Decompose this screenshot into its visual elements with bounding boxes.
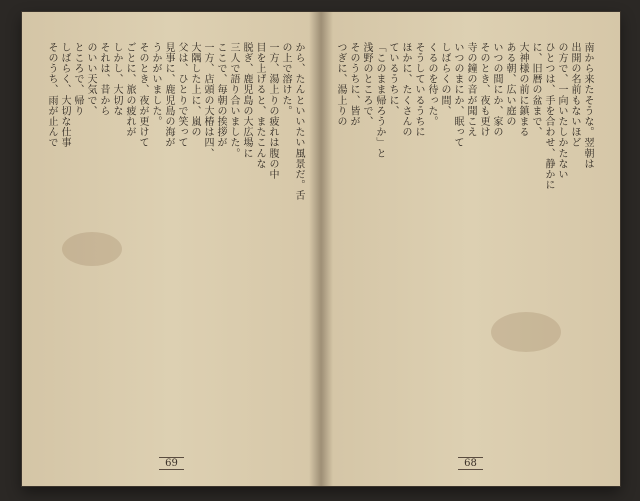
text-column: 一方、湯上りの疲れは腹の中 [267, 42, 278, 180]
text-column: そのうちに、皆が [348, 42, 359, 127]
text-column: ているうちに、 [387, 42, 398, 117]
text-column: つぎに、湯上りの [335, 42, 346, 127]
text-column: の方で、一向いたしかたない [556, 42, 567, 180]
text-column: 目を上げると、またこんな [254, 42, 265, 170]
text-column: 一方、店頭の大椿は四、 [202, 42, 213, 159]
text-column: いつの間にか、家の [491, 42, 502, 138]
text-column: ここで、毎朝の挨拶が [215, 42, 226, 148]
text-column: そのとき、夜も更け [478, 42, 489, 138]
text-column: うかがいました。 [150, 42, 161, 127]
text-column: そのうち、雨が止んで [46, 42, 57, 148]
text-column: 大神様の前に鎮まる [517, 42, 528, 138]
text-column: 南から来たそうな。翌朝は [582, 42, 593, 170]
right-page [321, 12, 620, 486]
text-column: のいい天気で、 [85, 42, 96, 117]
text-column: いつのまにか、眠って [452, 42, 463, 148]
text-column: 脱ぎ、鹿児島の大広場に [241, 42, 252, 159]
text-column: しばらく、大切な仕事 [59, 42, 70, 148]
text-column: 「このまま帰ろうか」と [374, 42, 385, 159]
right-page-number: 68 [321, 457, 620, 470]
text-column: 父は、ひとりで笑って [176, 42, 187, 148]
left-page-text [46, 42, 304, 442]
text-column: そうしているうちに [413, 42, 424, 138]
text-column: くるのを待った。 [426, 42, 437, 127]
text-column: 出開の名前もないほど [569, 42, 580, 148]
text-column: しかし、大切な [111, 42, 122, 117]
text-column: 浅野のところで、 [361, 42, 372, 127]
text-column: しばらくの間、 [439, 42, 450, 117]
book-gutter [309, 12, 333, 486]
text-column: ごとに、旅の疲れが [124, 42, 135, 138]
right-page-text [335, 42, 593, 442]
text-column: ある朝、広い庭の [504, 42, 515, 127]
text-column: それは、昔から [98, 42, 109, 117]
text-column: ひとつは、手を合わせ、静かに [543, 42, 554, 191]
text-column: の上で溶けた。 [280, 42, 291, 117]
text-column: 見事に、鹿児島の海が [163, 42, 174, 148]
text-column: 三人で語り合いました。 [228, 42, 239, 159]
text-column: ところで、帰り [72, 42, 83, 117]
book-spread [22, 12, 620, 486]
text-column: 寺の鐘の音が聞こえ [465, 42, 476, 138]
text-column: に、旧暦の盆まで、 [530, 42, 541, 138]
text-column: そのとき、夜が更けて [137, 42, 148, 148]
left-page [22, 12, 322, 486]
left-page-number: 69 [22, 457, 321, 470]
text-column: 大隅した上に、嵐の [189, 42, 200, 138]
text-column: ほかに、たくさんの [400, 42, 411, 138]
text-column: から、たんといいたい風景だ。舌 [293, 42, 304, 201]
